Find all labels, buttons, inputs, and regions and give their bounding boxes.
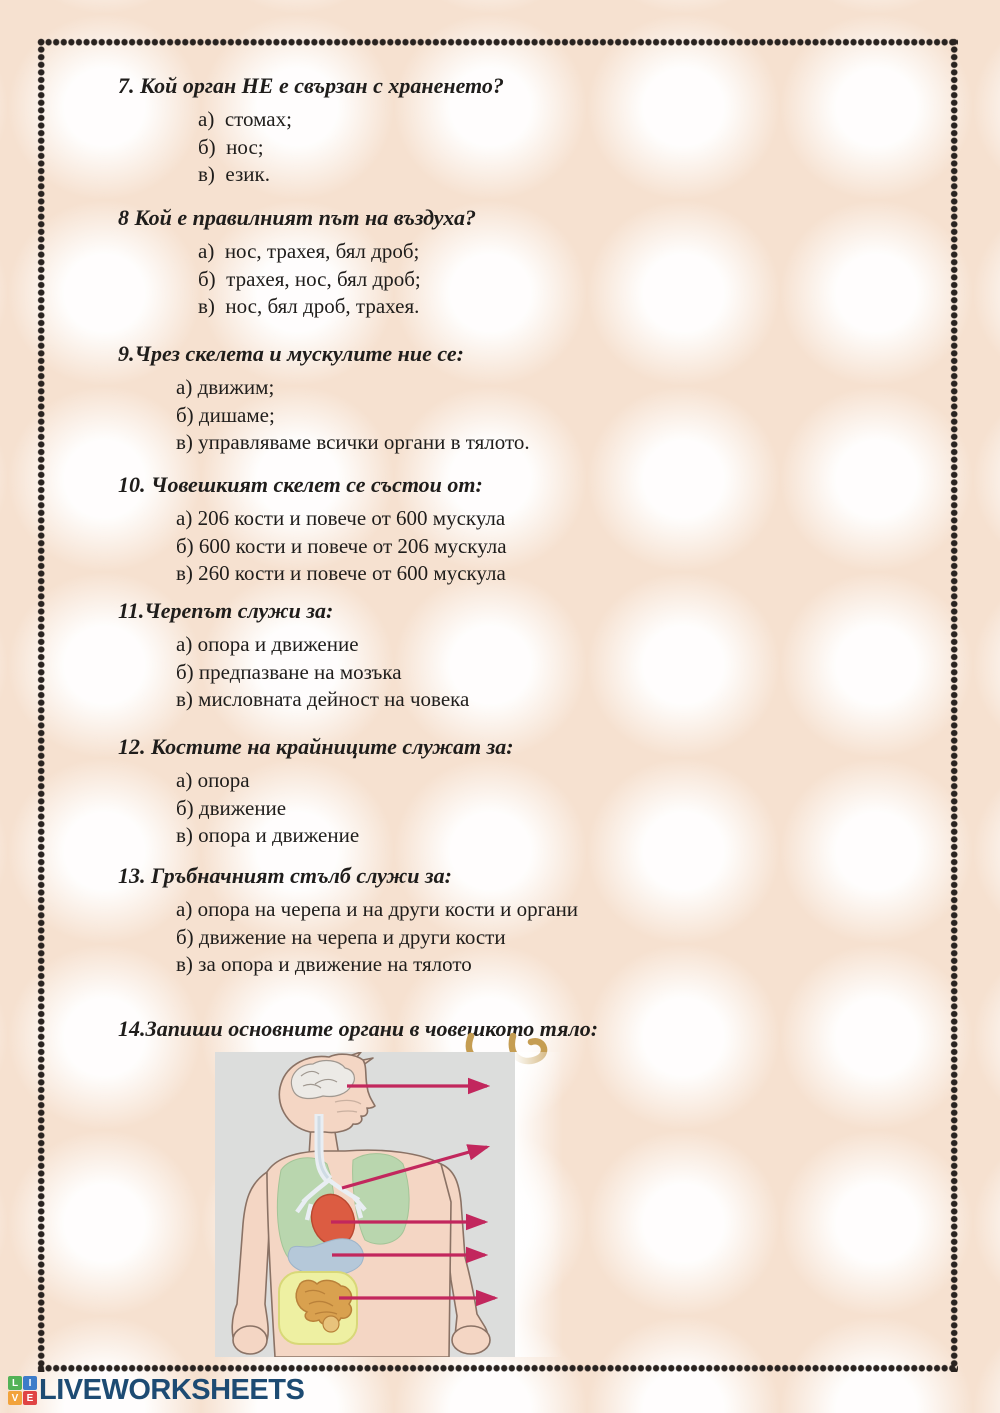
answer-option: а) движим; — [176, 375, 275, 399]
answer-list — [118, 631, 878, 714]
answer-list — [118, 238, 878, 321]
answer-option: в) мисловната дейност на човека — [176, 687, 470, 711]
body-figure-svg — [215, 1052, 515, 1357]
answer-option: в) за опора и движение на тялото — [176, 952, 472, 976]
question-9 — [118, 341, 878, 457]
answer-list — [118, 106, 878, 189]
answer-option: в) език. — [198, 162, 270, 186]
question-10 — [118, 472, 878, 588]
question-12 — [118, 734, 878, 850]
border-left — [37, 38, 45, 1372]
answer-option: б) нос; — [198, 134, 264, 159]
question-title: 8 Кой е правилният път на въздуха? — [118, 205, 476, 230]
logo-text: LIVEWORKSHEETS — [39, 1374, 305, 1406]
answer-option: в) управляваме всички органи в тялото. — [176, 430, 530, 454]
answer-option: а) 206 кости и повече от 600 мускула — [176, 506, 506, 530]
logo-tile: E — [23, 1391, 37, 1405]
answer-option: в) опора и движение — [176, 823, 360, 847]
question-title: 9.Чрез скелета и мускулите ние се: — [118, 341, 464, 366]
answer-option: в) 260 кости и повече от 600 мускула — [176, 561, 506, 585]
question-11 — [118, 598, 878, 714]
answer-option: б) движение — [176, 795, 287, 820]
answer-option: а) опора — [176, 768, 250, 792]
liveworksheets-logo[interactable] — [8, 1374, 304, 1407]
intestines-organ — [279, 1272, 357, 1344]
logo-tile: I — [23, 1376, 37, 1390]
logo-tile: L — [8, 1376, 22, 1390]
answer-option: а) опора на черепа и на други кости и органи — [176, 897, 579, 921]
question-title: 14.Запиши основните органи в човешкото тяло: — [118, 1016, 599, 1041]
answer-option: б) движение на черепа и други кости — [176, 924, 506, 949]
figure-edge-fade — [515, 1052, 563, 1357]
liveworksheets-logo-icon — [8, 1376, 37, 1405]
question-8 — [118, 205, 878, 321]
question-title: 11.Черепът служи за: — [118, 598, 334, 623]
question-title: 12. Костите на крайниците служат за: — [118, 734, 514, 759]
answer-option: б) дишаме; — [176, 402, 275, 427]
answer-option: а) стомах; — [198, 107, 292, 131]
answer-list — [118, 505, 878, 588]
answer-list — [118, 767, 878, 850]
body-figure-illustration — [215, 1052, 515, 1357]
question-13 — [118, 863, 878, 979]
question-7 — [118, 73, 878, 189]
answer-list — [118, 896, 878, 979]
question-title: 10. Човешкият скелет се състои от: — [118, 472, 483, 497]
question-title: 7. Кой орган НЕ е свързан с храненето? — [118, 73, 504, 98]
answer-option: б) предпазване на мозъка — [176, 659, 402, 684]
border-bottom — [37, 1364, 958, 1372]
answer-list — [118, 374, 878, 457]
border-right — [950, 38, 958, 1372]
question-title: 13. Гръбначният стълб служи за: — [118, 863, 452, 888]
answer-option: а) нос, трахея, бял дроб; — [198, 239, 420, 263]
border-top — [37, 38, 958, 46]
answer-option: а) опора и движение — [176, 632, 359, 656]
answer-option: б) 600 кости и повече от 206 мускула — [176, 533, 507, 558]
answer-option: в) нос, бял дроб, трахея. — [198, 294, 420, 318]
answer-option: б) трахея, нос, бял дроб; — [198, 266, 421, 291]
logo-tile: V — [8, 1391, 22, 1405]
